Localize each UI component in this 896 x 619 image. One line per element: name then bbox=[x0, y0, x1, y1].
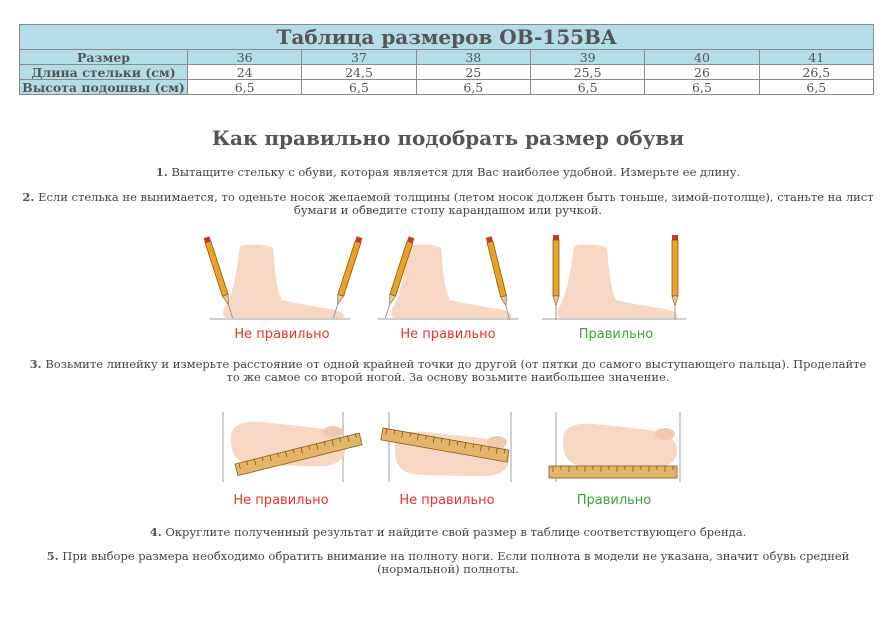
caption-wrong: Не правильно bbox=[399, 493, 495, 508]
step-5 bbox=[22, 550, 874, 576]
pencil-tracing-illustration bbox=[190, 232, 690, 344]
size-table bbox=[19, 24, 874, 95]
size-cell: 41 bbox=[759, 50, 873, 65]
insole-length-cell: 26 bbox=[645, 65, 759, 80]
insole-length-cell: 25,5 bbox=[530, 65, 644, 80]
ruler-panel-wrong-2 bbox=[381, 412, 511, 482]
caption-wrong: Не правильно bbox=[234, 327, 330, 342]
caption-right: Правильно bbox=[576, 493, 652, 508]
step-number: 3. bbox=[29, 357, 42, 371]
step-2 bbox=[22, 191, 874, 217]
panel-right bbox=[542, 235, 686, 320]
row-label: Размер bbox=[20, 50, 188, 65]
ruler-panel-wrong-1 bbox=[223, 412, 362, 482]
row-label: Длина стельки (см) bbox=[20, 65, 188, 80]
guide-heading: Как правильно подобрать размер обуви bbox=[211, 126, 685, 150]
step-number: 5. bbox=[46, 549, 59, 563]
step-4 bbox=[22, 526, 874, 539]
pencil-icon bbox=[553, 235, 559, 320]
step-text: Вытащите стельку с обуви, которая является для Вас наиболее удобной. Измерьте ее длину. bbox=[171, 165, 741, 179]
step-number: 4. bbox=[149, 525, 162, 539]
row-label: Высота подошвы (см) bbox=[20, 80, 188, 95]
size-cell: 39 bbox=[530, 50, 644, 65]
table-row bbox=[20, 65, 874, 80]
size-cell: 40 bbox=[645, 50, 759, 65]
caption-right: Правильно bbox=[578, 327, 654, 342]
panel-wrong-2 bbox=[378, 236, 518, 320]
panel-wrong-1 bbox=[204, 236, 363, 319]
table-title: Таблица размеров OB-155BA bbox=[20, 25, 874, 50]
insole-length-cell: 25 bbox=[416, 65, 530, 80]
pencil-icon bbox=[672, 235, 678, 320]
insole-length-cell: 24,5 bbox=[302, 65, 416, 80]
size-cell: 37 bbox=[302, 50, 416, 65]
step-text: Если стелька не вынимается, то оденьте носок желаемой толщины (летом носок должен быть тоньше, зимой-потолще), станьте на лист бумаги и обведите стопу карандашом или ручкой. bbox=[38, 190, 874, 217]
step-number: 1. bbox=[155, 165, 168, 179]
ruler-measuring-illustration bbox=[215, 408, 695, 512]
sole-height-cell: 6,5 bbox=[759, 80, 873, 95]
sole-height-cell: 6,5 bbox=[416, 80, 530, 95]
step-text: Возьмите линейку и измерьте расстояние от одной крайней точки до другой (от пятки до самого выступающего пальца). Проделайте то же самое со второй ногой. За основу возьмите наибольшее значение. bbox=[45, 357, 867, 384]
caption-wrong: Не правильно bbox=[400, 327, 496, 342]
step-text: При выборе размера необходимо обратить внимание на полноту ноги. Если полнота в модели не указана, значит обувь средней (нормальной) полноты. bbox=[62, 549, 850, 576]
size-cell: 38 bbox=[416, 50, 530, 65]
sole-height-cell: 6,5 bbox=[645, 80, 759, 95]
ruler-icon bbox=[549, 466, 677, 478]
ruler-panel-right bbox=[549, 412, 680, 482]
size-cell: 36 bbox=[188, 50, 302, 65]
sole-height-cell: 6,5 bbox=[302, 80, 416, 95]
insole-length-cell: 26,5 bbox=[759, 65, 873, 80]
table-row bbox=[20, 50, 874, 65]
step-text: Округлите полученный результат и найдите свой размер в таблице соответствующего бренда. bbox=[165, 525, 747, 539]
table-row bbox=[20, 80, 874, 95]
sole-height-cell: 6,5 bbox=[188, 80, 302, 95]
step-number: 2. bbox=[22, 190, 35, 204]
step-3 bbox=[22, 358, 874, 384]
sole-height-cell: 6,5 bbox=[530, 80, 644, 95]
step-1 bbox=[22, 166, 874, 179]
insole-length-cell: 24 bbox=[188, 65, 302, 80]
caption-wrong: Не правильно bbox=[233, 493, 329, 508]
pencil-icon bbox=[330, 236, 362, 319]
